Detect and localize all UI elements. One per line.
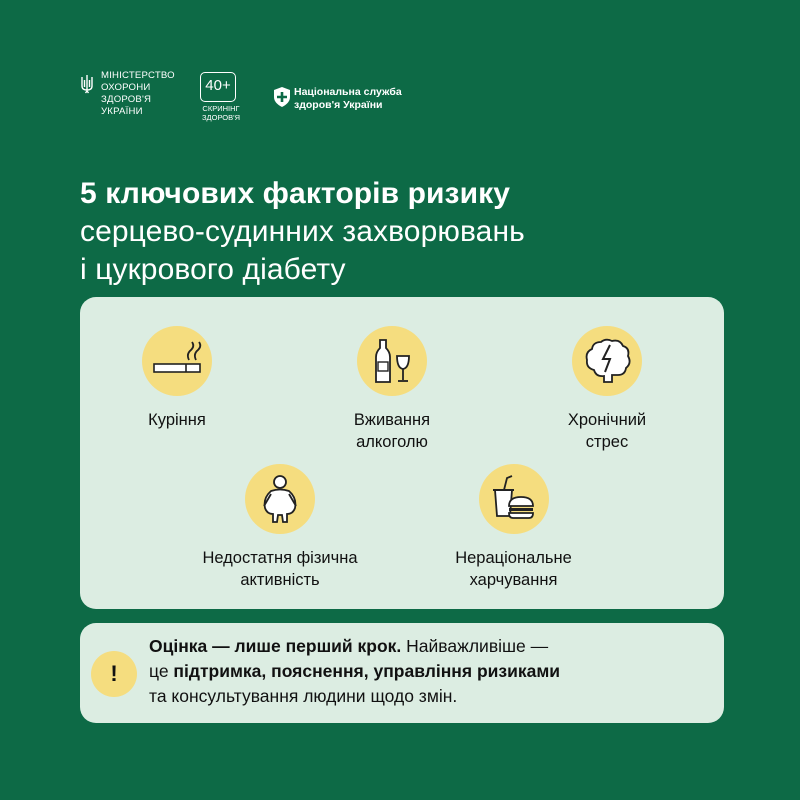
fast-food-icon [479,464,549,534]
factor-label: Вживання [353,411,431,429]
factor-smoking [107,326,247,431]
factor-label: алкоголю [356,433,428,451]
factor-label: активність [240,571,320,589]
note-bold: Оцінка — лише перший крок. [149,636,402,656]
ministry-line: ОХОРОНИ [101,82,151,93]
bottle-glass-icon [357,326,427,396]
nszu-line: Національна служба [294,86,402,98]
title-bold: 5 ключових факторів ризику [80,177,511,210]
note-span: та консультування людини щодо змін. [149,686,458,706]
cigarette-icon [142,326,212,396]
title-line: серцево-судинних захворювань [80,215,525,248]
factor-label: стрес [585,433,629,451]
factor-label: Куріння [148,411,206,429]
note-span: Найважливіше — [401,636,549,656]
screening-text: СКРИНІНГ [202,104,240,113]
trident-icon [80,74,94,94]
person-overweight-icon [245,464,315,534]
factor-inactivity [170,464,390,591]
title-line: і цукрового діабету [80,253,346,286]
ministry-line: МІНІСТЕРСТВО [101,70,175,81]
factor-label: Недостатня фізична [202,549,358,567]
screening-logo [198,70,244,130]
factor-label: харчування [469,571,558,589]
ministry-line: УКРАЇНИ [101,106,143,117]
ministry-logo [80,70,180,130]
note-span: це [149,661,174,681]
note-text [149,634,709,709]
brain-lightning-icon [572,326,642,396]
screening-text: ЗДОРОВ'Я [202,113,240,122]
nszu-line: здоров'я України [294,99,383,111]
page-title [80,175,740,289]
screening-number: 40+ [205,77,231,94]
factor-label: Хронічний [567,411,647,429]
ministry-line: ЗДОРОВ'Я [101,94,152,105]
shield-cross-icon [273,86,291,108]
exclamation-icon: ! [91,651,137,697]
factor-alcohol [322,326,462,453]
factor-stress [537,326,677,453]
factor-nutrition [416,464,611,591]
factor-label: Нераціональне [455,549,572,567]
nszu-logo [273,84,473,114]
note-bold: підтримка, пояснення, управління ризиками [173,661,561,681]
